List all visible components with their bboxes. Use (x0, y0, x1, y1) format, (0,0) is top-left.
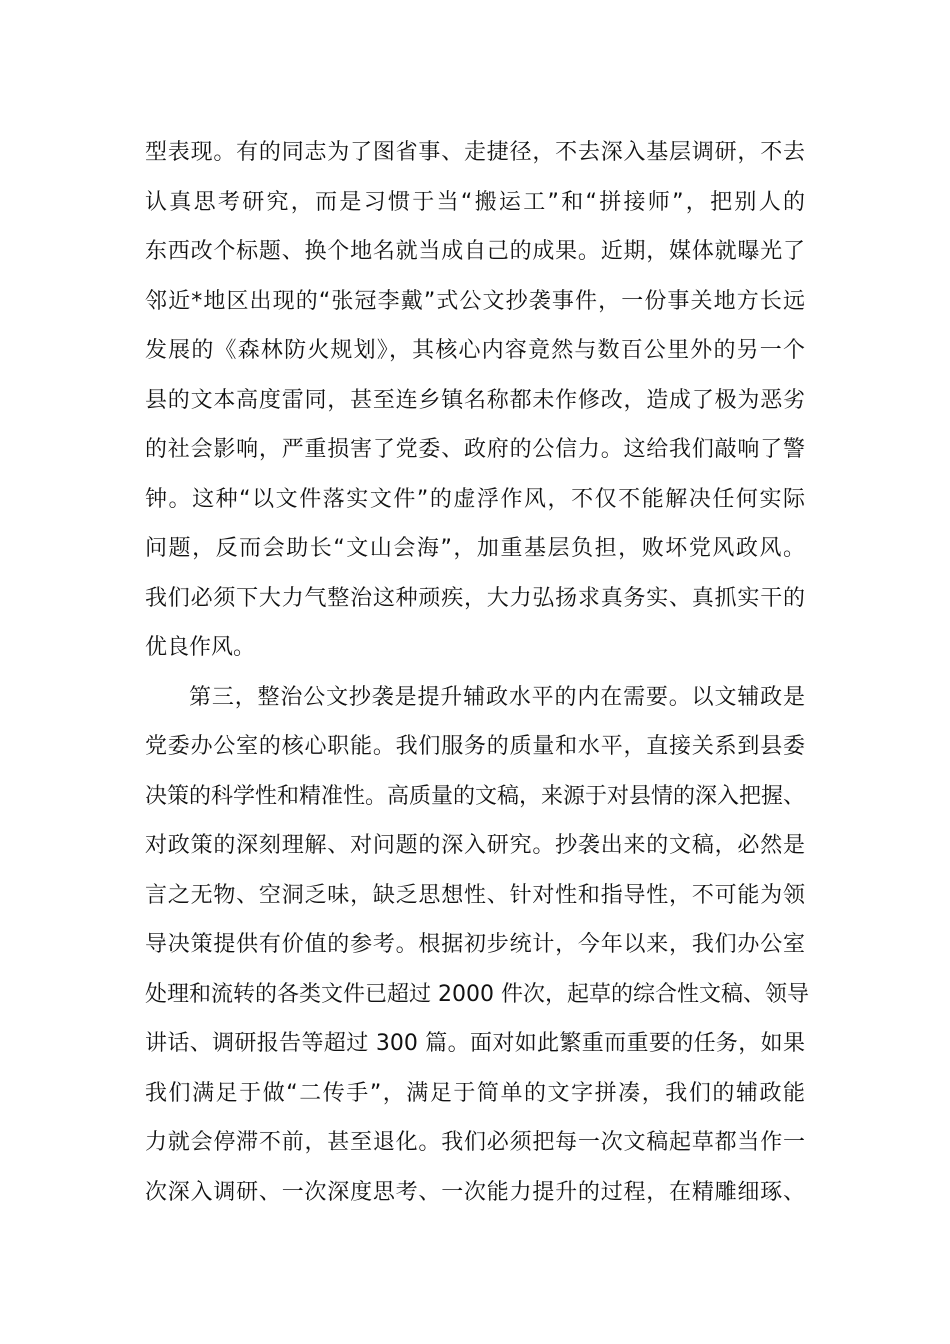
text-line: 决策的科学性和精准性。高质量的文稿，来源于对县情的深入把握、 (145, 783, 806, 809)
text-line: 导决策提供有价值的参考。根据初步统计，今年以来，我们办公室 (145, 932, 805, 957)
text-line: 言之无物、空洞乏味，缺乏思想性、针对性和指导性，不可能为领 (145, 882, 805, 908)
text-line: 我们必须下大力气整治这种顽疾，大力弘扬求真务实、真抓实干的 (145, 585, 805, 611)
document-page (145, 128, 809, 1217)
text-line: 认真思考研究，而是习惯于当“搬运工”和“拼接师”，把别人的 (145, 189, 805, 215)
text-line: 次深入调研、一次深度思考、一次能力提升的过程，在精雕细琢、 (145, 1179, 805, 1205)
text-line: 东西改个标题、换个地名就当成自己的成果。近期，媒体就曝光了 (145, 239, 805, 264)
text-line: 钟。这种“以文件落实文件”的虚浮作风，不仅不能解决任何实际 (145, 486, 805, 512)
text-line: 发展的《森林防火规划》，其核心内容竟然与数百公里外的另一个 (145, 338, 805, 363)
text-line: 处理和流转的各类文件已超过 2000 件次，起草的综合性文稿、领导 (145, 981, 809, 1007)
text-line: 讲话、调研报告等超过 300 篇。面对如此繁重而重要的任务，如果 (145, 1031, 805, 1056)
text-line: 的社会影响，严重损害了党委、政府的公信力。这给我们敲响了警 (145, 437, 805, 462)
text-line: 力就会停滞不前，甚至退化。我们必须把每一次文稿起草都当作一 (145, 1130, 805, 1155)
text-line: 型表现。有的同志为了图省事、走捷径，不去深入基层调研，不去 (145, 140, 805, 165)
text-line: 我们满足于做“二传手”，满足于简单的文字拼凑，我们的辅政能 (145, 1080, 805, 1106)
text-line: 第三，整治公文抄袭是提升辅政水平的内在需要。以文辅政是 (189, 684, 805, 710)
text-line: 党委办公室的核心职能。我们服务的质量和水平，直接关系到县委 (145, 734, 805, 759)
text-line: 问题，反而会助长“文山会海”，加重基层负担，败坏党风政风。 (145, 536, 805, 561)
text-line: 优良作风。 (145, 635, 256, 660)
text-line: 县的文本高度雷同，甚至连乡镇名称都未作修改，造成了极为恶劣 (145, 387, 805, 413)
text-line: 邻近*地区出现的“张冠李戴”式公文抄袭事件，一份事关地方长远 (145, 288, 805, 314)
text-line: 对政策的深刻理解、对问题的深入研究。抄袭出来的文稿，必然是 (145, 833, 805, 858)
